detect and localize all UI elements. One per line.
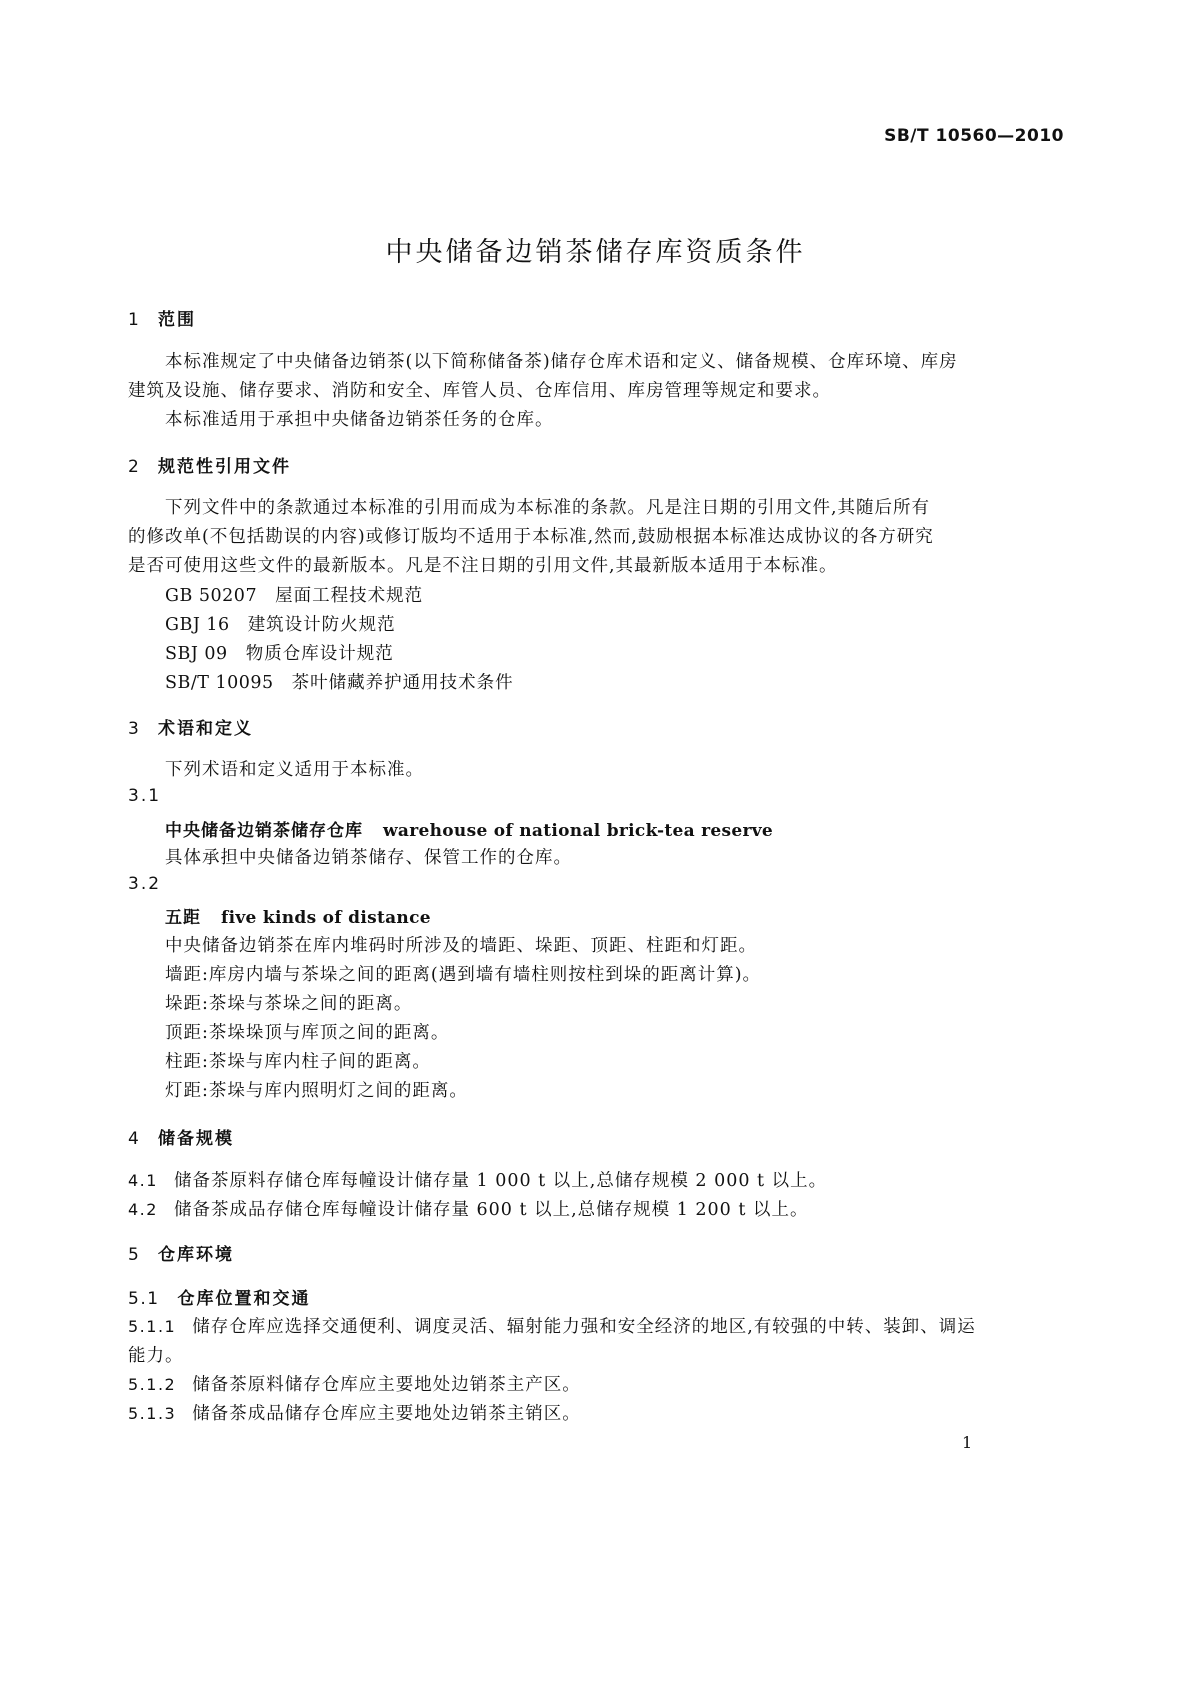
term-chinese: 五距 xyxy=(165,908,201,928)
subsection-heading xyxy=(128,1284,311,1309)
section-heading-scale xyxy=(128,1124,234,1149)
term-number: 3.1 xyxy=(128,786,162,806)
clause-text: 储存仓库应选择交通便利、调度灵活、辐射能力强和安全经济的地区,有较强的中转、装卸、调运 xyxy=(192,1317,976,1337)
clause xyxy=(128,1400,581,1425)
term-definition-line: 中央储备边销茶在库内堆码时所涉及的墙距、垛距、顶距、柱距和灯距。 xyxy=(165,936,757,956)
term-definition-line: 柱距:茶垛与库内柱子间的距离。 xyxy=(165,1052,431,1072)
term-definition-line: 灯距:茶垛与库内照明灯之间的距离。 xyxy=(165,1081,468,1101)
clause-number: 4.1 xyxy=(128,1171,158,1190)
reference-title: 建筑设计防火规范 xyxy=(247,615,396,635)
section-number: 1 xyxy=(128,310,139,330)
term-definition-line: 顶距:茶垛垛顶与库顶之间的距离。 xyxy=(165,1023,450,1043)
clause-number: 5.1.2 xyxy=(128,1375,177,1394)
section-heading-references xyxy=(128,452,291,477)
terms-intro: 下列术语和定义适用于本标准。 xyxy=(165,760,424,780)
clause-text: 储备茶成品储存仓库应主要地处边销茶主销区。 xyxy=(192,1404,581,1424)
section-heading-terms xyxy=(128,714,253,739)
reference-item xyxy=(165,669,514,694)
term-definition-line: 垛距:茶垛与茶垛之间的距离。 xyxy=(165,994,413,1014)
scope-paragraph-line: 建筑及设施、储存要求、消防和安全、库管人员、仓库信用、库房管理等规定和要求。 xyxy=(128,381,831,401)
section-number: 5 xyxy=(128,1245,139,1265)
clause-number: 4.2 xyxy=(128,1200,158,1219)
reference-code: SB/T 10095 xyxy=(165,673,274,693)
clause-text: 储备茶成品存储仓库每幢设计储存量 600 t 以上,总储存规模 1 200 t 以上。 xyxy=(173,1200,809,1220)
term-definition: 具体承担中央储备边销茶储存、保管工作的仓库。 xyxy=(165,848,572,868)
section-heading-scope xyxy=(128,305,196,330)
clause-text: 储备茶原料存储仓库每幢设计储存量 1 000 t 以上,总储存规模 2 000 t 以上。 xyxy=(173,1171,828,1191)
scope-applicability: 本标准适用于承担中央储备边销茶任务的仓库。 xyxy=(165,410,554,430)
clause xyxy=(128,1371,581,1396)
reference-title: 物质仓库设计规范 xyxy=(245,644,394,664)
section-title: 术语和定义 xyxy=(158,719,253,739)
reference-title: 屋面工程技术规范 xyxy=(275,586,424,606)
references-intro-line: 的修改单(不包括勘误的内容)或修订版均不适用于本标准,然而,鼓励根据本标准达成协议的各方研究 xyxy=(128,527,934,547)
reference-code: GBJ 16 xyxy=(165,615,230,635)
section-heading-environment xyxy=(128,1240,234,1265)
term-definition-line: 墙距:库房内墙与茶垛之间的距离(遇到墙有墙柱则按柱到垛的距离计算)。 xyxy=(165,965,762,985)
reference-item xyxy=(165,611,396,636)
reference-code: SBJ 09 xyxy=(165,644,228,664)
term-chinese: 中央储备边销茶储存仓库 xyxy=(165,821,363,841)
reference-code: GB 50207 xyxy=(165,586,258,606)
term-number: 3.2 xyxy=(128,874,162,894)
section-title: 规范性引用文件 xyxy=(158,457,291,477)
section-number: 2 xyxy=(128,457,139,477)
clause xyxy=(128,1167,827,1192)
reference-item xyxy=(165,640,394,665)
clause-continuation: 能力。 xyxy=(128,1346,184,1366)
term-english: warehouse of national brick-tea reserve xyxy=(383,821,774,841)
subsection-number: 5.1 xyxy=(128,1289,160,1309)
section-number: 3 xyxy=(128,719,139,739)
clause-text: 储备茶原料储存仓库应主要地处边销茶主产区。 xyxy=(192,1375,581,1395)
term-heading xyxy=(165,903,431,928)
section-title: 储备规模 xyxy=(158,1129,234,1149)
subsection-title: 仓库位置和交通 xyxy=(177,1289,311,1309)
section-title: 仓库环境 xyxy=(158,1245,234,1265)
section-number: 4 xyxy=(128,1129,139,1149)
references-intro-line: 下列文件中的条款通过本标准的引用而成为本标准的条款。凡是注日期的引用文件,其随后所有 xyxy=(165,498,931,518)
clause-number: 5.1.1 xyxy=(128,1317,177,1336)
reference-title: 茶叶储藏养护通用技术条件 xyxy=(291,673,514,693)
standard-code: SB/T 10560—2010 xyxy=(884,126,1064,146)
clause xyxy=(128,1313,976,1338)
section-title: 范围 xyxy=(158,310,196,330)
clause-number: 5.1.3 xyxy=(128,1404,177,1423)
clause xyxy=(128,1196,808,1221)
term-english: five kinds of distance xyxy=(221,908,431,928)
page-number: 1 xyxy=(962,1433,973,1452)
references-intro-line: 是否可使用这些文件的最新版本。凡是不注日期的引用文件,其最新版本适用于本标准。 xyxy=(128,556,838,576)
reference-item xyxy=(165,582,423,607)
scope-paragraph-line: 本标准规定了中央储备边销茶(以下简称储备茶)储存仓库术语和定义、储备规模、仓库环境、库房 xyxy=(165,352,958,372)
term-heading xyxy=(165,816,773,841)
document-title: 中央储备边销茶储存库资质条件 xyxy=(385,237,806,268)
